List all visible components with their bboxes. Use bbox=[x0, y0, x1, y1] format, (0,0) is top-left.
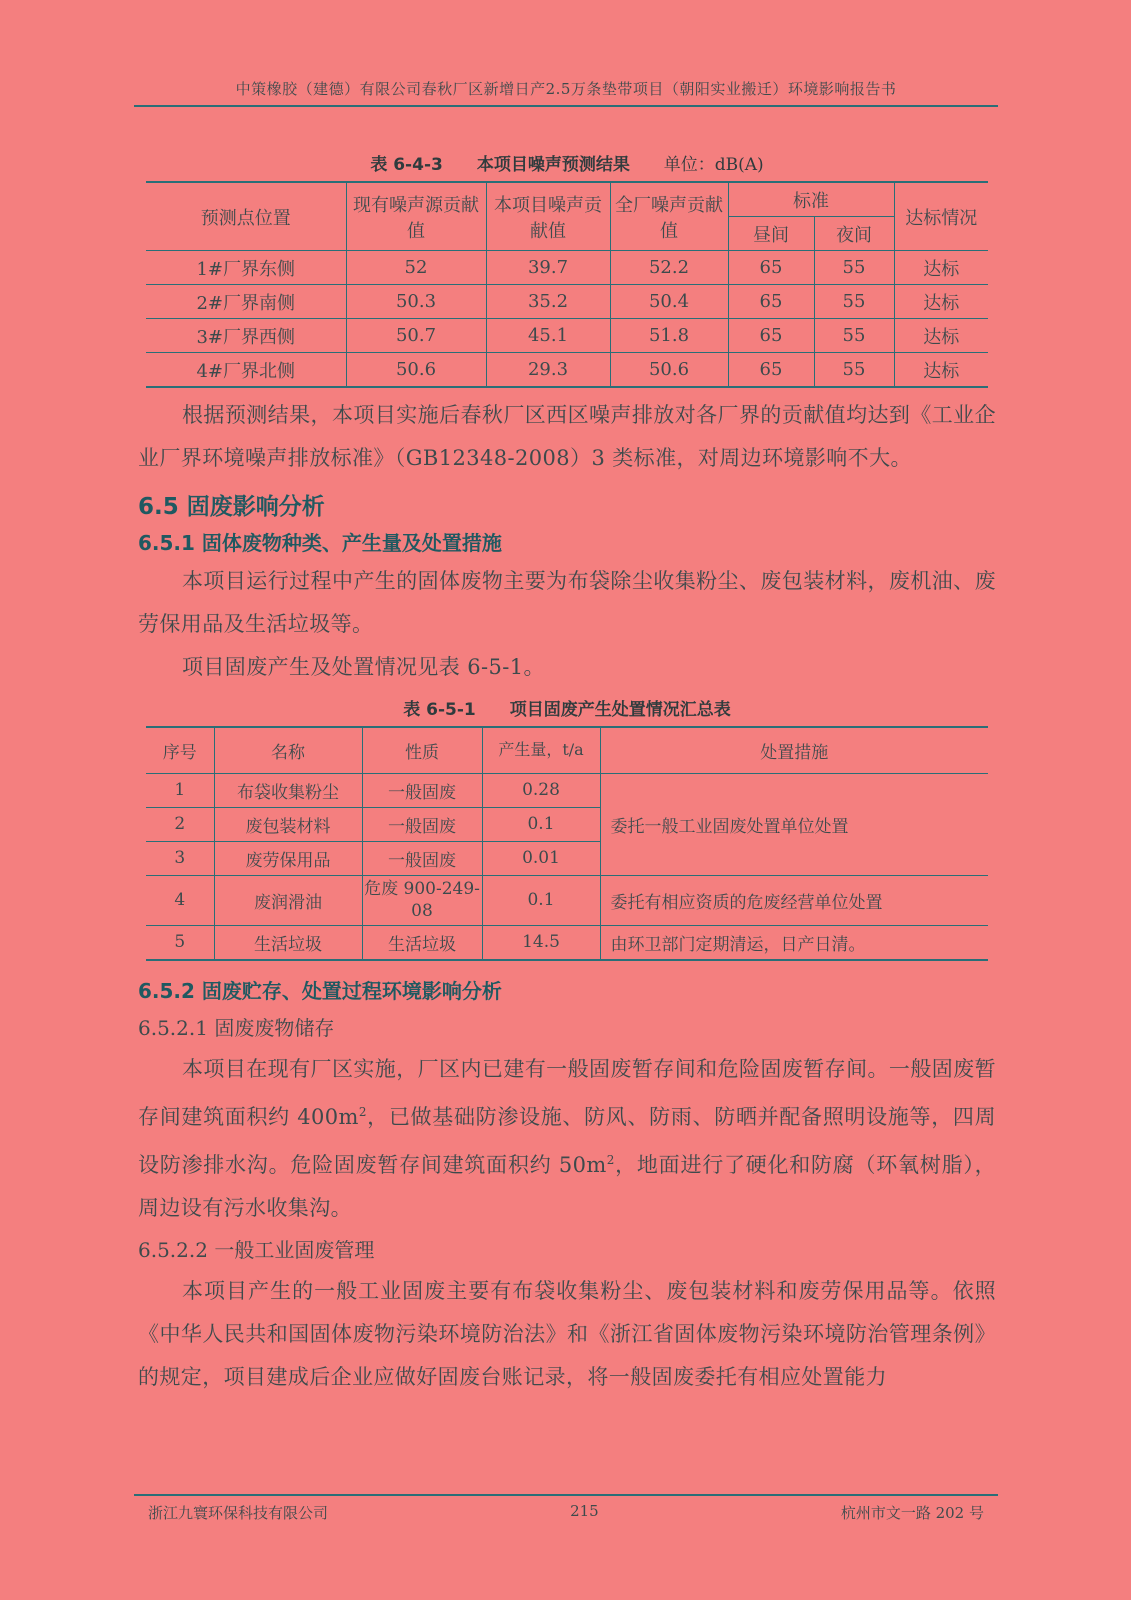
cell-total: 50.4 bbox=[610, 285, 728, 319]
cell-no: 5 bbox=[146, 925, 214, 960]
cell-project: 39.7 bbox=[486, 251, 610, 285]
header-nature: 性质 bbox=[362, 727, 482, 773]
page-header: 中策橡胶（建德）有限公司春秋厂区新增日产2.5万条垫带项目（朝阳实业搬迁）环境影响报告书 bbox=[134, 78, 998, 107]
table-row bbox=[146, 251, 988, 285]
paragraph-storage-part1: 本项目在现有厂区实施，厂区内已建有一般固废暂存间和危险固废暂存间。一般固废暂存间建筑面积约 400m bbox=[138, 1056, 996, 1129]
cell-amount: 0.28 bbox=[482, 773, 600, 807]
cell-existing: 50.6 bbox=[346, 353, 486, 388]
header-no: 序号 bbox=[146, 727, 214, 773]
cell-nature: 一般固废 bbox=[362, 807, 482, 841]
page-footer bbox=[134, 1494, 998, 1523]
paragraph-noise-conclusion: 根据预测结果，本项目实施后春秋厂区西区噪声排放对各厂界的贡献值均达到《工业企业厂界环境噪声排放标准》（GB12348-2008）3 类标准，对周边环境影响不大。 bbox=[138, 403, 996, 470]
superscript: 2 bbox=[606, 1152, 615, 1167]
header-status: 达标情况 bbox=[894, 182, 988, 251]
cell-no: 3 bbox=[146, 841, 214, 875]
cell-name: 废劳保用品 bbox=[214, 841, 362, 875]
cell-night: 55 bbox=[814, 319, 894, 353]
footer-page-number: 215 bbox=[570, 1502, 599, 1520]
header-location: 预测点位置 bbox=[146, 182, 346, 251]
cell-existing: 52 bbox=[346, 251, 486, 285]
paragraph-storage bbox=[138, 1048, 996, 1230]
cell-no: 2 bbox=[146, 807, 214, 841]
header-day: 昼间 bbox=[728, 217, 814, 251]
cell-nature: 生活垃圾 bbox=[362, 925, 482, 960]
cell-no: 1 bbox=[146, 773, 214, 807]
table-row bbox=[146, 875, 988, 925]
header-night: 夜间 bbox=[814, 217, 894, 251]
cell-nature: 危废 900-249-08 bbox=[362, 875, 482, 925]
cell-measure: 委托有相应资质的危废经营单位处置 bbox=[600, 875, 988, 925]
cell-nature: 一般固废 bbox=[362, 773, 482, 807]
table-row bbox=[146, 773, 988, 807]
cell-day: 65 bbox=[728, 353, 814, 388]
cell-total: 50.6 bbox=[610, 353, 728, 388]
paragraph-storage-part2: ，已做基础防渗设施、防风、防雨、防晒并配备照明设施等，四周设防渗排水沟。危险固废暂存间建筑面积约 50m bbox=[138, 1104, 996, 1177]
header-project: 本项目噪声贡献值 bbox=[486, 182, 610, 251]
cell-name: 生活垃圾 bbox=[214, 925, 362, 960]
cell-location: 3#厂界西侧 bbox=[146, 319, 346, 353]
cell-total: 52.2 bbox=[610, 251, 728, 285]
cell-location: 4#厂界北侧 bbox=[146, 353, 346, 388]
page-content bbox=[138, 150, 996, 1399]
paragraph-waste-types: 本项目运行过程中产生的固体废物主要为布袋除尘收集粉尘、废包装材料，废机油、废劳保用品及生活垃圾等。 bbox=[138, 569, 996, 636]
table-row bbox=[146, 319, 988, 353]
cell-night: 55 bbox=[814, 353, 894, 388]
table-row bbox=[146, 925, 988, 960]
section-heading-6-5-1: 6.5.1 固体废物种类、产生量及处置措施 bbox=[138, 531, 502, 555]
cell-status: 达标 bbox=[894, 353, 988, 388]
header-total: 全厂噪声贡献值 bbox=[610, 182, 728, 251]
cell-amount: 0.1 bbox=[482, 875, 600, 925]
noise-prediction-table bbox=[146, 181, 988, 388]
cell-no: 4 bbox=[146, 875, 214, 925]
superscript: 2 bbox=[358, 1104, 367, 1119]
table-row bbox=[146, 285, 988, 319]
cell-location: 2#厂界南侧 bbox=[146, 285, 346, 319]
cell-name: 废润滑油 bbox=[214, 875, 362, 925]
footer-address: 杭州市文一路 202 号 bbox=[840, 1504, 984, 1522]
cell-total: 51.8 bbox=[610, 319, 728, 353]
header-standard: 标准 bbox=[728, 182, 894, 217]
paragraph-general-waste: 本项目产生的一般工业固废主要有布袋收集粉尘、废包装材料和废劳保用品等。依照《中华人民共和国固体废物污染环境防治法》和《浙江省固体废物污染环境防治管理条例》的规定，项目建成后企业应做好固废台账记录，将一般固废委托有相应处置能力 bbox=[138, 1278, 996, 1389]
table-unit: 单位：dB(A) bbox=[663, 155, 764, 175]
cell-amount: 0.1 bbox=[482, 807, 600, 841]
cell-measure: 由环卫部门定期清运，日产日清。 bbox=[600, 925, 988, 960]
table-caption-text: 表 6-4-3 本项目噪声预测结果 bbox=[370, 155, 630, 175]
cell-nature: 一般固废 bbox=[362, 841, 482, 875]
cell-status: 达标 bbox=[894, 251, 988, 285]
paragraph-waste-ref: 项目固废产生及处置情况见表 6-5-1。 bbox=[182, 655, 545, 679]
cell-project: 45.1 bbox=[486, 319, 610, 353]
solid-waste-table bbox=[146, 726, 988, 961]
section-heading-6-5-2-1: 6.5.2.1 固废废物储存 bbox=[138, 1015, 335, 1040]
header-measure: 处置措施 bbox=[600, 727, 988, 773]
header-amount: 产生量，t/a bbox=[482, 727, 600, 773]
cell-measure-general: 委托一般工业固废处置单位处置 bbox=[600, 773, 988, 875]
table-row bbox=[146, 353, 988, 388]
paragraph-storage-part3: ，地面进行了硬化和防腐（环氧树脂），周边设有污水收集沟。 bbox=[138, 1152, 997, 1220]
cell-amount: 14.5 bbox=[482, 925, 600, 960]
section-heading-6-5-2-2: 6.5.2.2 一般工业固废管理 bbox=[138, 1237, 375, 1262]
cell-status: 达标 bbox=[894, 319, 988, 353]
cell-day: 65 bbox=[728, 319, 814, 353]
cell-amount: 0.01 bbox=[482, 841, 600, 875]
cell-project: 29.3 bbox=[486, 353, 610, 388]
table-caption: 表 6-5-1 项目固废产生处置情况汇总表 bbox=[403, 700, 731, 720]
cell-project: 35.2 bbox=[486, 285, 610, 319]
cell-name: 布袋收集粉尘 bbox=[214, 773, 362, 807]
footer-company: 浙江九寰环保科技有限公司 bbox=[148, 1504, 329, 1522]
cell-night: 55 bbox=[814, 251, 894, 285]
header-name: 名称 bbox=[214, 727, 362, 773]
section-heading-6-5-2: 6.5.2 固废贮存、处置过程环境影响分析 bbox=[138, 978, 502, 1003]
cell-day: 65 bbox=[728, 285, 814, 319]
cell-location: 1#厂界东侧 bbox=[146, 251, 346, 285]
section-heading-6-5: 6.5 固废影响分析 bbox=[138, 494, 325, 520]
cell-night: 55 bbox=[814, 285, 894, 319]
cell-name: 废包装材料 bbox=[214, 807, 362, 841]
cell-existing: 50.3 bbox=[346, 285, 486, 319]
cell-existing: 50.7 bbox=[346, 319, 486, 353]
header-existing: 现有噪声源贡献值 bbox=[346, 182, 486, 251]
cell-day: 65 bbox=[728, 251, 814, 285]
table-caption bbox=[138, 150, 996, 175]
cell-status: 达标 bbox=[894, 285, 988, 319]
